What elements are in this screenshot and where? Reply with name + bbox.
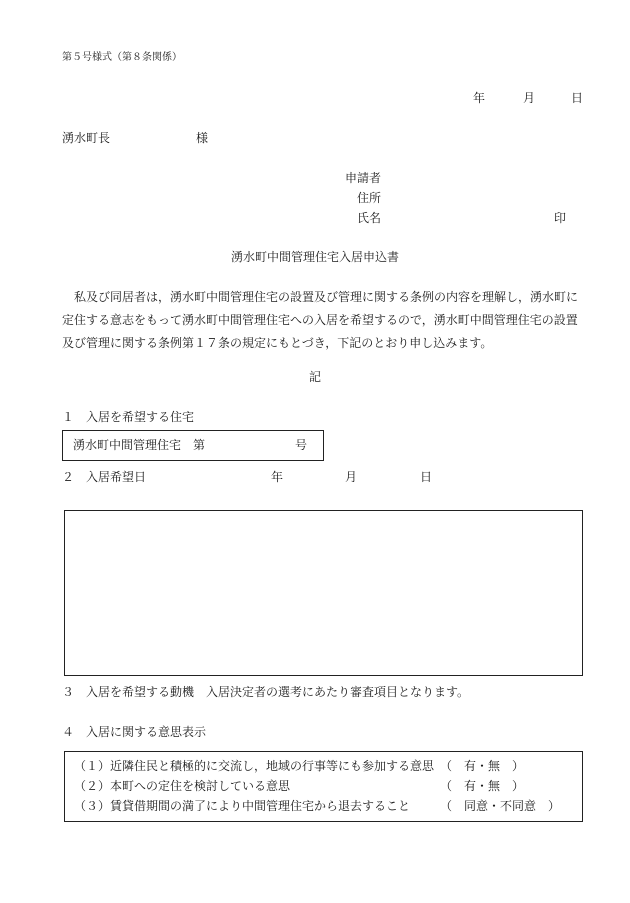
housing-number-prefix: 湧水町中間管理住宅 第 xyxy=(73,438,206,452)
intent-label: （２）本町への定住を検討している意思 xyxy=(74,779,291,793)
housing-number-suffix: 号 xyxy=(295,438,308,452)
body-line: 及び管理に関する条例第１７条の規定にもとづき，下記のとおり申し込みます。 xyxy=(62,336,493,350)
intent-label: （３）賃貸借期間の満了により中間管理住宅から退去すること xyxy=(74,799,411,813)
motivation-textarea[interactable] xyxy=(64,510,583,676)
section2-heading: ２ 入居希望日 xyxy=(62,470,147,484)
applicant-name-label: 氏名 xyxy=(357,211,382,225)
addressee-title: 湧水町長 xyxy=(62,131,111,145)
addressee-honorific: 様 xyxy=(196,131,209,145)
intent-label: （１）近隣住民と積極的に交流し，地域の行事等にも参加する意思 xyxy=(74,759,435,773)
form-number: 第５号様式（第８条関係） xyxy=(62,52,182,63)
section4-heading: ４ 入居に関する意思表示 xyxy=(62,725,207,739)
body-paragraph xyxy=(62,286,584,355)
section1-heading: １ 入居を希望する住宅 xyxy=(62,410,195,424)
applicant-label: 申請者 xyxy=(345,171,382,185)
ki-mark: 記 xyxy=(308,370,321,384)
date-month-label: 月 xyxy=(523,91,536,105)
move-in-day-label: 日 xyxy=(420,470,433,484)
body-line: 定住する意志をもって湧水町中間管理住宅への入居を希望するので，湧水町中間管理住宅の設置 xyxy=(62,313,578,327)
date-year-label: 年 xyxy=(473,91,486,105)
intent-choice[interactable]: （ 同意・不同意 ） xyxy=(440,799,561,813)
intent-choice[interactable]: （ 有・無 ） xyxy=(440,779,525,793)
intent-row-2 xyxy=(74,777,564,795)
document-title: 湧水町中間管理住宅入居申込書 xyxy=(230,250,399,264)
body-line: 私及び同居者は，湧水町中間管理住宅の設置及び管理に関する条例の内容を理解し，湧水町に xyxy=(74,290,579,304)
move-in-month-label: 月 xyxy=(345,470,358,484)
intent-choice[interactable]: （ 有・無 ） xyxy=(440,759,525,773)
intent-row-3 xyxy=(74,797,564,815)
seal-mark: 印 xyxy=(554,211,567,225)
housing-number-box[interactable] xyxy=(62,430,324,461)
date-day-label: 日 xyxy=(571,91,584,105)
move-in-year-label: 年 xyxy=(271,470,284,484)
intent-row-1 xyxy=(74,757,564,775)
applicant-address-label: 住所 xyxy=(357,191,382,205)
section3-heading: ３ 入居を希望する動機 入居決定者の選考にあたり審査項目となります。 xyxy=(62,685,470,699)
